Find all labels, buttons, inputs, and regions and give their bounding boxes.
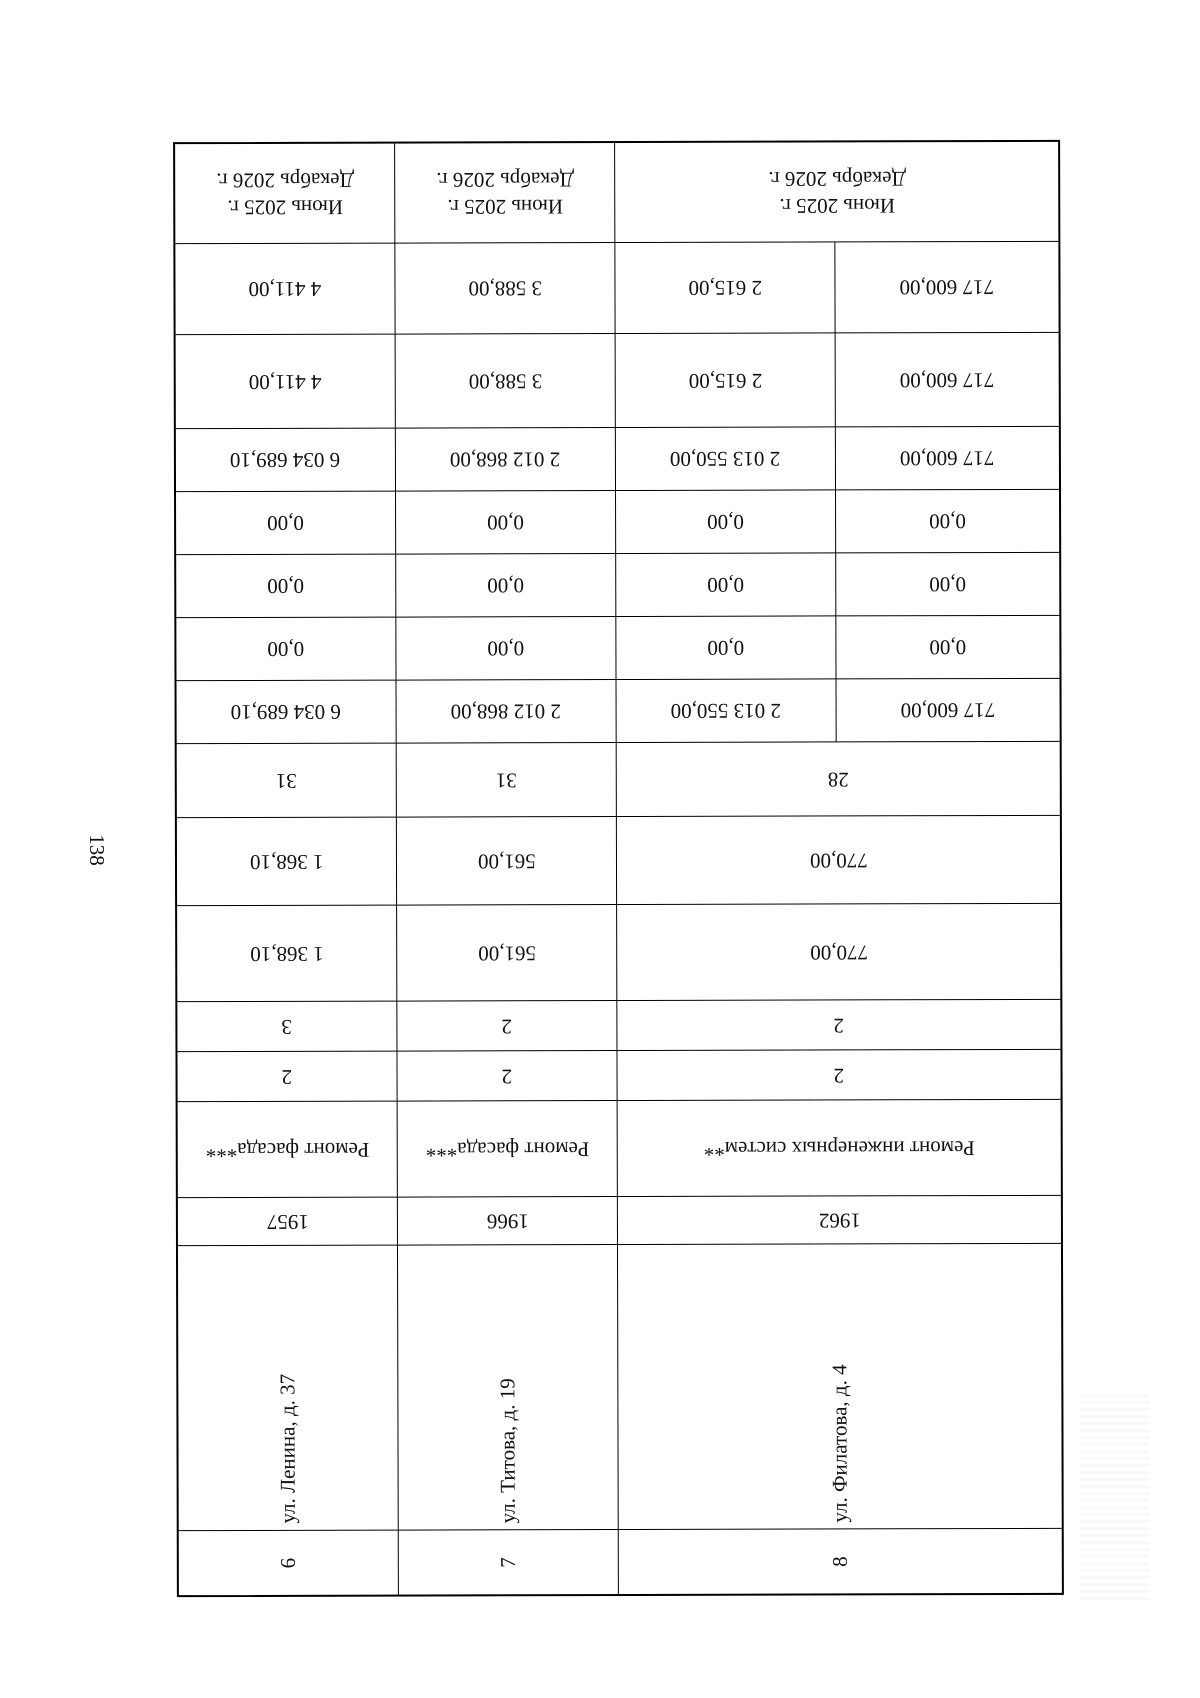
total-cost-cell: 2 013 550,00 xyxy=(617,679,837,743)
zero-cell: 0,00 xyxy=(396,617,616,681)
zero-cell: 0,00 xyxy=(176,555,396,619)
unit-cost-cell: 3 588,00 xyxy=(396,334,616,429)
unit-cost-cell: 4 411,00 xyxy=(176,335,396,430)
floors-cell: 2 xyxy=(177,1052,397,1103)
count-cell: 28 xyxy=(617,742,1060,817)
scan-artifact xyxy=(1080,1390,1150,1600)
zero-cell: 0,00 xyxy=(176,492,396,556)
work-type-cell: Ремонт фасада*** xyxy=(398,1101,618,1198)
zero-cell: 0,00 xyxy=(396,554,616,618)
zero-cell: 0,00 xyxy=(616,553,836,617)
count-cell: 31 xyxy=(177,744,397,819)
unit-cost-sub-cell: 717 600,00 xyxy=(835,242,1058,334)
repair-schedule-table xyxy=(173,140,1064,1597)
floors-cell: 2 xyxy=(397,1051,617,1102)
total-cost-cell: 2 012 868,00 xyxy=(397,680,617,744)
entrances-cell: 3 xyxy=(177,1002,397,1053)
zero-sub-cell: 0,00 xyxy=(836,616,1059,680)
unit-cost-cell: 3 588,00 xyxy=(395,243,615,335)
area-cell: 1 368,10 xyxy=(177,818,397,907)
unit-cost-cell: 2 615,00 xyxy=(616,333,836,428)
zero-cell: 0,00 xyxy=(616,616,836,680)
address-cell: ул. Ленина, д. 37 xyxy=(178,1246,399,1532)
zero-sub-cell: 0,00 xyxy=(836,553,1059,617)
total-cost-sub-cell: 717 600,00 xyxy=(837,679,1060,743)
area-cell: 561,00 xyxy=(397,817,617,906)
area-cell: 1 368,10 xyxy=(177,906,397,1003)
zero-sub-cell: 0,00 xyxy=(836,490,1059,554)
unit-cost-cell: 2 615,00 xyxy=(615,242,835,334)
floors-cell: 2 xyxy=(617,1050,1060,1101)
year-cell: 1966 xyxy=(398,1197,618,1246)
area-cell: 770,00 xyxy=(617,816,1060,905)
work-type-cell: Ремонт фасада*** xyxy=(178,1102,398,1199)
zero-cell: 0,00 xyxy=(616,490,836,554)
row-number-cell: 6 xyxy=(179,1531,399,1596)
area-cell: 561,00 xyxy=(397,905,617,1002)
work-type-cell: Ремонт инженерных систем** xyxy=(618,1100,1061,1197)
row-number-cell: 8 xyxy=(827,1556,852,1567)
address-cell: ул. Титова, д. 19 xyxy=(398,1245,619,1531)
period-cell: Июнь 2025 г. Декабрь 2026 г. xyxy=(615,142,1058,243)
entrances-cell: 2 xyxy=(397,1001,617,1052)
total-cost-cell: 6 034 689,10 xyxy=(177,681,397,745)
row-number-cell: 7 xyxy=(399,1530,619,1595)
area-cell: 770,00 xyxy=(617,904,1060,1001)
period-cell: Июнь 2025 г. Декабрь 2026 г. xyxy=(175,144,395,245)
year-cell: 1962 xyxy=(618,1196,1061,1245)
address-cell: ул. Филатова, д. 4 xyxy=(618,1244,1062,1530)
year-cell: 1957 xyxy=(178,1198,398,1247)
period-cell: Июнь 2025 г. Декабрь 2026 г. xyxy=(395,143,615,244)
count-cell: 31 xyxy=(397,743,617,818)
unit-cost-cell: 4 411,00 xyxy=(175,244,395,336)
total-cost-cell: 6 034 689,10 xyxy=(176,429,396,493)
unit-cost-sub-cell: 717 600,00 xyxy=(836,333,1059,428)
zero-cell: 0,00 xyxy=(396,491,616,555)
zero-cell: 0,00 xyxy=(176,618,396,682)
total-cost-sub-cell: 717 600,00 xyxy=(836,427,1059,491)
entrances-cell: 2 xyxy=(617,1000,1060,1051)
page-number: 138 xyxy=(85,834,109,866)
total-cost-cell: 2 012 868,00 xyxy=(396,428,616,492)
total-cost-cell: 2 013 550,00 xyxy=(616,427,836,491)
